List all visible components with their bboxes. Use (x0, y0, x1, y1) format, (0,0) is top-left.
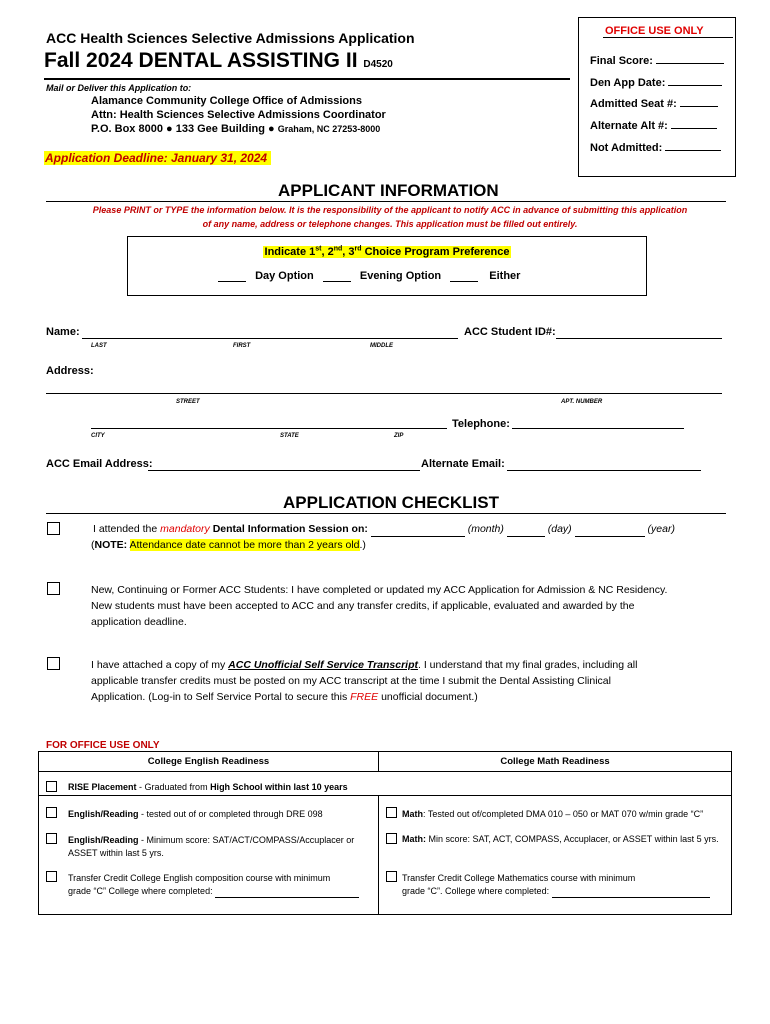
note-text: Attendance date cannot be more than 2 years old (129, 539, 360, 551)
alt-email-field[interactable] (507, 470, 701, 471)
caption-middle: MIDDLE (370, 343, 393, 349)
math3-line2: grade “C”. College where completed: (402, 886, 550, 896)
mail-label: Mail or Deliver this Application to: (46, 83, 192, 93)
telephone-field[interactable] (512, 428, 684, 429)
item1-text-b: Dental Information Session on: (212, 523, 368, 535)
caption-street: STREET (176, 399, 200, 405)
office-row-alternate-alt (590, 120, 717, 132)
evening-option-blank[interactable] (323, 281, 351, 282)
building: 133 Gee Building (175, 123, 265, 135)
telephone-label: Telephone: (452, 418, 510, 430)
alt-email-label: Alternate Email: (421, 458, 505, 470)
student-id-label: ACC Student ID#: (464, 326, 556, 338)
caption-last: LAST (91, 343, 107, 349)
rise-bold2: High School within last 10 years (210, 782, 348, 792)
email-label: ACC Email Address: (46, 458, 153, 470)
table-col-divider (378, 795, 379, 914)
checklist-item3 (91, 657, 637, 705)
checklist-item2-checkbox[interactable] (47, 582, 60, 595)
page-title (44, 49, 393, 73)
free-text: FREE (350, 691, 379, 703)
address-line1: Alamance Community College Office of Admissions (91, 95, 362, 107)
eng3-line1: Transfer Credit College English composition course with minimum (68, 873, 331, 883)
name-field[interactable] (82, 338, 458, 339)
office-use-title: OFFICE USE ONLY (603, 25, 733, 38)
preference-title-wrap (128, 242, 646, 260)
item1-mandatory: mandatory (160, 523, 210, 535)
evening-option-label: Evening Option (359, 270, 442, 282)
transcript-link[interactable]: ACC Unofficial Self Service Transcript (228, 659, 419, 671)
item2-line3: application deadline. (91, 616, 187, 628)
office-row-label: Alternate Alt #: (590, 120, 668, 132)
eng2-bold: English/Reading (68, 835, 139, 845)
address-line2: Attn: Health Sciences Selective Admissions Coordinator (91, 109, 386, 121)
math2-bold: Math: (402, 834, 426, 844)
checklist-item1-checkbox[interactable] (47, 522, 60, 535)
header-line1: ACC Health Sciences Selective Admissions Application (46, 30, 415, 46)
program-code: D4520 (363, 59, 393, 70)
email-field[interactable] (148, 470, 420, 471)
header-rule (44, 78, 570, 80)
item3-line3-b: unofficial document.) (381, 691, 478, 703)
english-college-field[interactable] (215, 897, 359, 898)
checklist-item2 (91, 582, 667, 630)
english3 (68, 872, 359, 898)
either-option-label: Either (489, 270, 521, 282)
preference-box (127, 236, 647, 296)
day-option-label: Day Option (255, 270, 314, 282)
name-label: Name: (46, 326, 80, 338)
office-row-not-admitted (590, 142, 721, 154)
eng2-line2: ASSET within last 5 yrs. (68, 848, 164, 858)
item3-line3-a: Application. (Log-in to Self Service Portal to secure this (91, 691, 348, 703)
office-row-final-score (590, 55, 724, 67)
deadline: Application Deadline: January 31, 2024 (44, 151, 271, 165)
checklist-item1-note: (NOTE: Attendance date cannot be more than 2 years old.) (91, 539, 366, 551)
checklist-item1 (93, 521, 675, 537)
preference-title: Indicate 1st, 2nd, 3rd Choice Program Preference (264, 245, 510, 258)
day-caption: (day) (547, 523, 572, 535)
math2 (402, 834, 719, 844)
item1-text-a: I attended the (93, 523, 158, 535)
office-row-label: Not Admitted: (590, 142, 663, 154)
day-field[interactable] (507, 536, 545, 537)
english3-checkbox[interactable] (46, 871, 57, 882)
caption-state: STATE (280, 433, 299, 439)
student-id-field[interactable] (556, 338, 722, 339)
math2-checkbox[interactable] (386, 833, 397, 844)
item2-line1: New, Continuing or Former ACC Students: I have completed or updated my ACC Application for Admission & NC Residency. (91, 584, 668, 596)
office-table-title: FOR OFFICE USE ONLY (46, 740, 160, 751)
math1 (402, 809, 703, 819)
checklist-rule (46, 513, 726, 514)
eng3-line2: grade “C” College where completed: (68, 886, 213, 896)
math3 (402, 872, 710, 898)
rise-placement (68, 782, 348, 792)
month-field[interactable] (371, 536, 465, 537)
english2 (68, 834, 354, 860)
eng2-text: - Minimum score: SAT/ACT/COMPASS/Accuplacer or (138, 835, 355, 845)
year-field[interactable] (575, 536, 645, 537)
note-label: NOTE: (94, 539, 128, 551)
month-caption: (month) (467, 523, 504, 535)
math1-text: : Tested out of/completed DMA 010 – 050 or MAT 070 w/min grade “C” (423, 809, 704, 819)
city-zip: Graham, NC 27253-8000 (277, 124, 381, 134)
office-row-label: Den App Date: (590, 77, 666, 89)
street-field[interactable] (46, 393, 722, 394)
math3-checkbox[interactable] (386, 871, 397, 882)
math3-line1: Transfer Credit College Mathematics course with minimum (402, 873, 636, 883)
city-state-zip-field[interactable] (91, 428, 447, 429)
address-label: Address: (46, 365, 94, 377)
math-college-field[interactable] (552, 897, 710, 898)
math1-checkbox[interactable] (386, 807, 397, 818)
item3-text-a: I have attached a copy of my (91, 659, 226, 671)
item3-text-b: . I understand that my final grades, including all (418, 659, 638, 671)
rise-text: - Graduated from (136, 782, 211, 792)
po-box: P.O. Box 8000 (91, 123, 163, 135)
title-text: Fall 2024 DENTAL ASSISTING II (44, 49, 358, 72)
item3-line3 (91, 689, 637, 705)
item2-line2: New students must have been accepted to ACC and any transfer credits, if applicable, evaluated and awarded by the (91, 600, 635, 612)
caption-first: FIRST (233, 343, 251, 349)
rise-bold: RISE Placement (68, 782, 137, 792)
year-caption: (year) (647, 523, 675, 535)
table-divider-1 (39, 771, 731, 772)
applicant-heading: APPLICANT INFORMATION (278, 181, 499, 200)
english1-checkbox[interactable] (46, 807, 57, 818)
address-line3: P.O. Box 8000 ● 133 Gee Building ● Graham, NC 27253-8000 (91, 123, 381, 135)
caption-apt: APT. NUMBER (561, 399, 603, 405)
office-row-label: Final Score: (590, 55, 653, 67)
eng1-bold: English/Reading (68, 809, 139, 819)
either-option-blank[interactable] (450, 281, 478, 282)
math2-text: Min score: SAT, ACT, COMPASS, Accuplacer, or ASSET within last 5 yrs. (426, 834, 719, 844)
col-header-english: College English Readiness (147, 756, 270, 767)
table-divider-2 (39, 795, 731, 796)
item3-line2: applicable transfer credits must be posted on my ACC transcript at the time I submit the Dental Assisting Clinical (91, 675, 611, 687)
item3-line1 (91, 657, 637, 673)
applicant-notice-2: of any name, address or telephone changes. This application must be filled out entirely. (202, 219, 578, 229)
rise-checkbox[interactable] (46, 781, 57, 792)
applicant-notice-1: Please PRINT or TYPE the information below. It is the responsibility of the applicant to notify ACC in advance of submitting this application (92, 205, 688, 215)
preference-options (218, 270, 520, 282)
checklist-item3-checkbox[interactable] (47, 657, 60, 670)
math1-bold: Math (402, 809, 423, 819)
checklist-heading: APPLICATION CHECKLIST (283, 493, 499, 512)
caption-zip: ZIP (394, 433, 404, 439)
office-row-den-app-date (590, 77, 722, 89)
english1 (68, 809, 323, 819)
english2-checkbox[interactable] (46, 833, 57, 844)
office-row-label: Admitted Seat #: (590, 98, 677, 110)
office-row-admitted-seat (590, 98, 718, 110)
day-option-blank[interactable] (218, 281, 246, 282)
applicant-rule (46, 201, 726, 202)
col-header-math: College Math Readiness (500, 756, 610, 767)
caption-city: CITY (91, 433, 105, 439)
eng1-text: - tested out of or completed through DRE 098 (138, 809, 323, 819)
